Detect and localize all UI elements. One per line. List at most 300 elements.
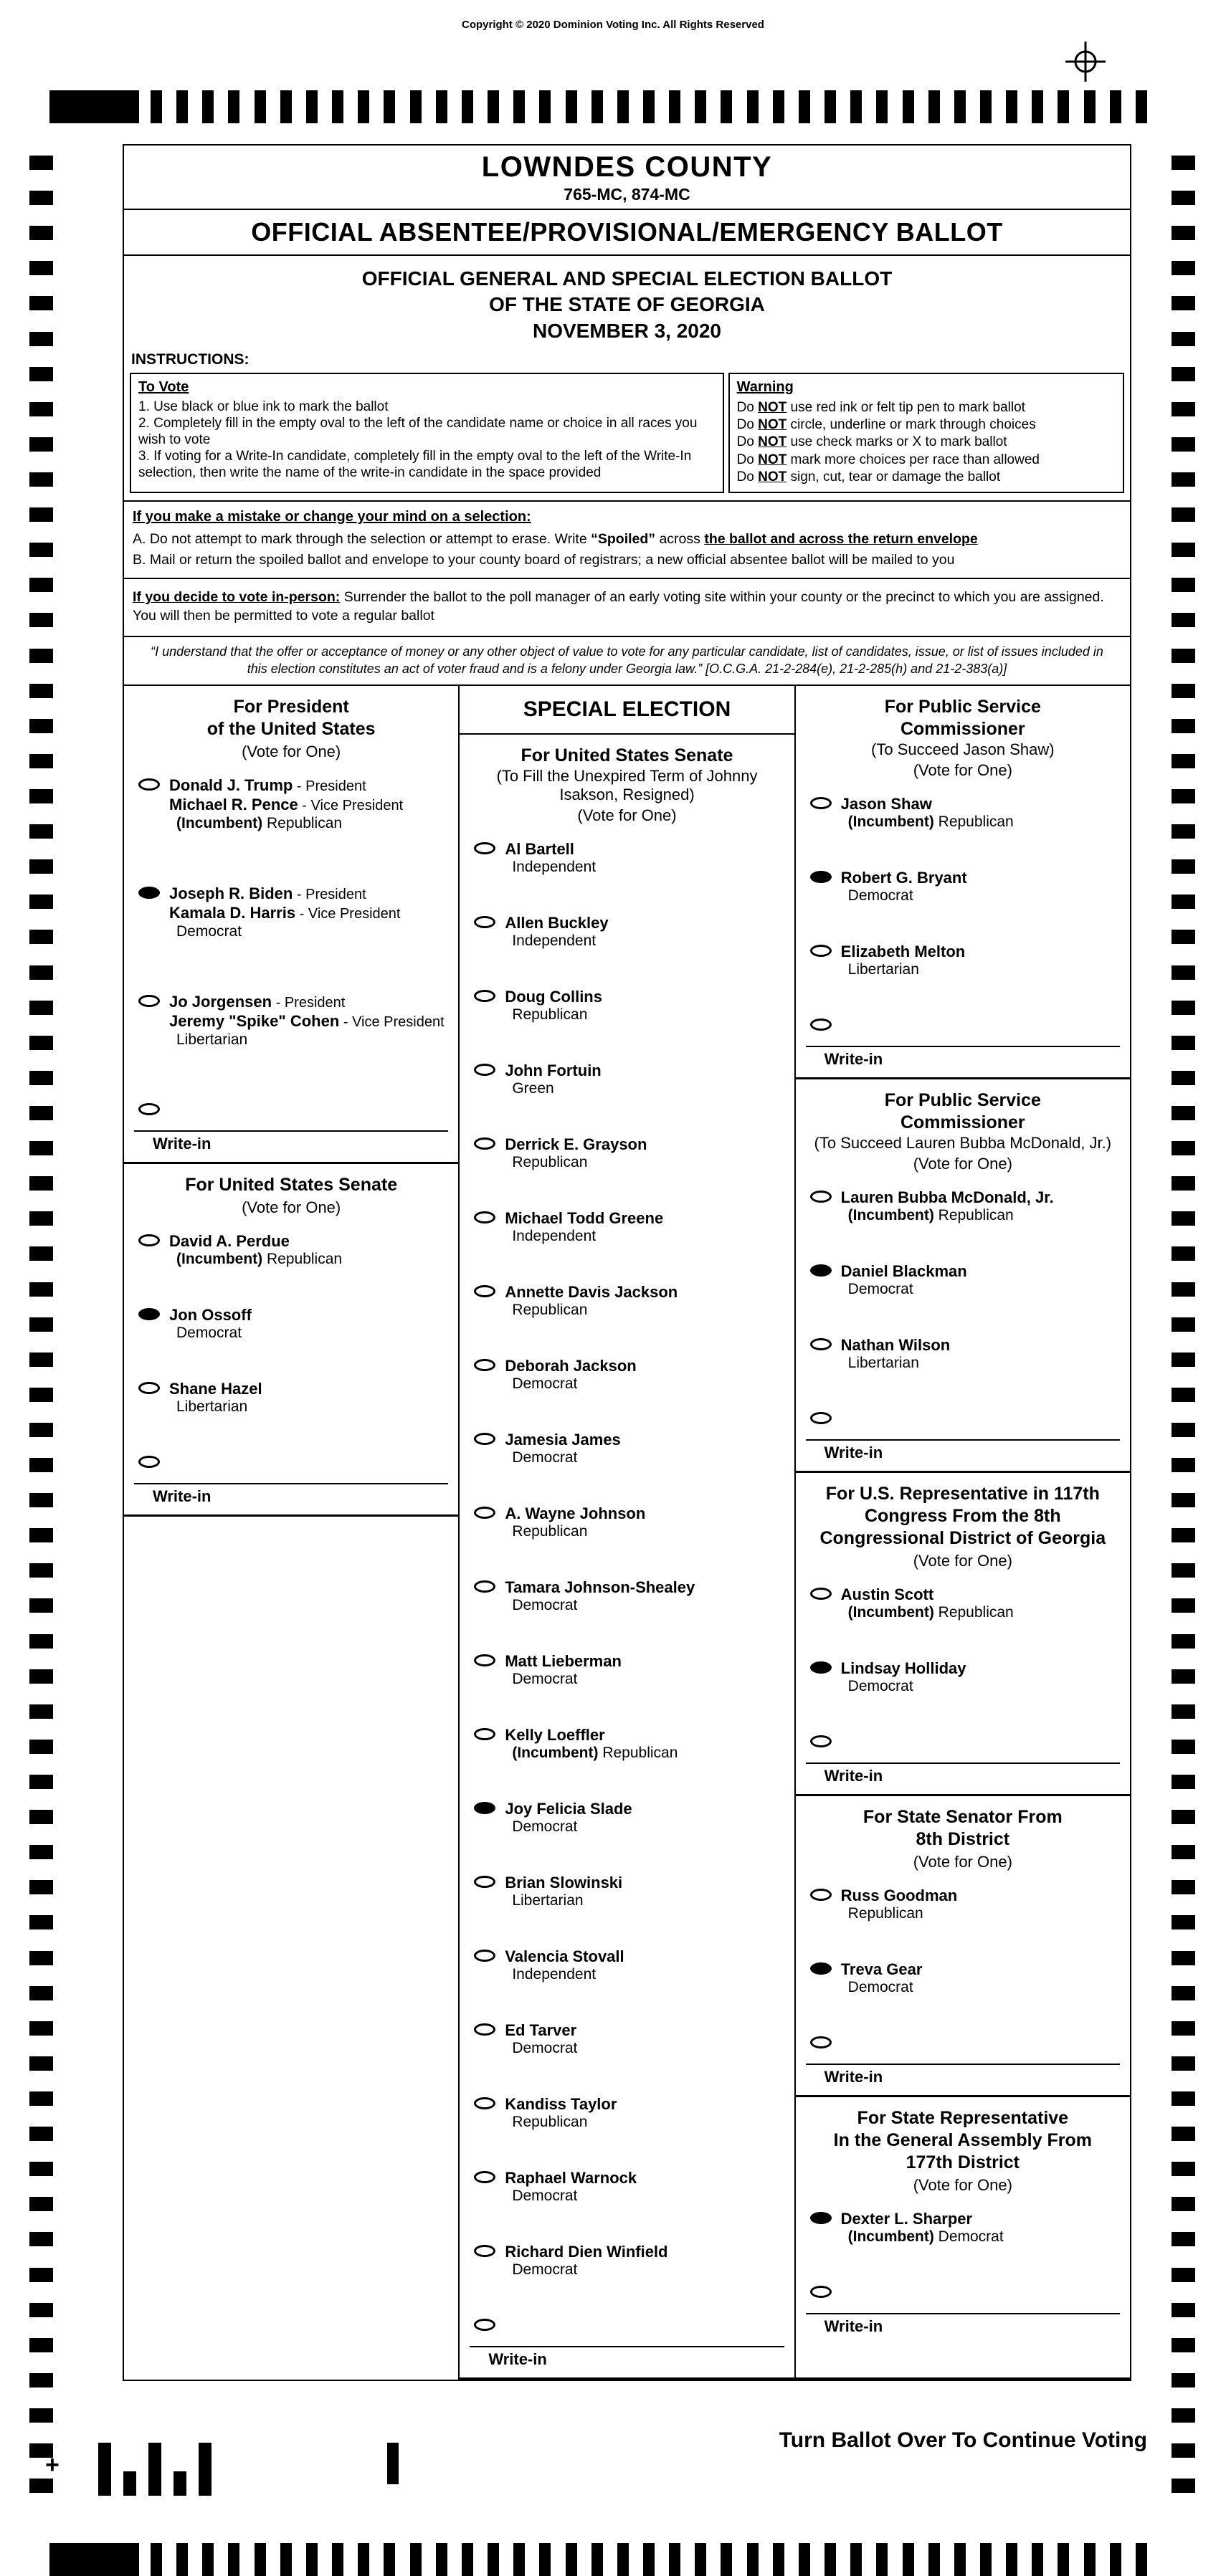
contest-subtitle: (To Fill the Unexpired Term of Johnny — [496, 767, 758, 786]
candidate-text — [505, 1282, 678, 1319]
candidate-name — [505, 1652, 622, 1671]
candidate-row — [796, 2209, 1130, 2246]
candidate-name — [505, 1209, 663, 1228]
mistake-item-a-bold: “Spoiled” — [591, 531, 656, 548]
timing-mark — [513, 90, 525, 123]
timing-mark — [773, 2543, 784, 2576]
timing-mark — [29, 402, 53, 416]
timing-mark — [29, 1704, 53, 1719]
candidate-name-bold: Annette Davis Jackson — [505, 1283, 678, 1302]
contest — [796, 686, 1130, 1079]
candidate-name-bold: Dexter L. Sharper — [840, 2210, 973, 2228]
candidate-party — [505, 1818, 632, 1836]
timing-mark — [29, 1317, 53, 1332]
candidate-text — [841, 1261, 967, 1298]
candidate-list — [796, 1185, 1130, 1428]
contest-title: For United States Senate — [521, 745, 733, 766]
timing-mark — [1172, 2408, 1195, 2423]
write-in-line[interactable] — [134, 1130, 448, 1162]
selection-oval[interactable] — [810, 1019, 832, 1031]
warning-item-text: Do — [736, 417, 759, 433]
selection-oval[interactable] — [474, 1137, 495, 1150]
contest — [796, 1473, 1130, 1796]
timing-mark — [29, 1669, 53, 1684]
candidate-name — [505, 1431, 620, 1449]
write-in-line[interactable] — [806, 2313, 1120, 2344]
timing-mark — [566, 90, 577, 123]
candidate-party-affiliation: Republican — [602, 1745, 678, 1762]
candidate-name — [505, 988, 602, 1006]
candidate-name — [169, 776, 403, 796]
selection-oval[interactable] — [810, 1338, 832, 1350]
timing-mark — [29, 824, 53, 839]
candidate-party-affiliation: Democrat — [512, 1818, 578, 1836]
candidate-text — [505, 1208, 663, 1245]
timing-mark — [306, 90, 318, 123]
candidate-text — [841, 868, 967, 905]
write-in-line[interactable] — [806, 1762, 1120, 1794]
candidate-text — [169, 1305, 252, 1342]
timing-mark — [1172, 156, 1195, 170]
contest-title: For Public Service — [884, 697, 1041, 717]
contest-header — [460, 735, 794, 836]
candidate-party-affiliation: Democrat — [847, 887, 913, 905]
timing-mark — [358, 90, 369, 123]
election-title-line3: NOVEMBER 3, 2020 — [533, 319, 721, 342]
contest — [124, 1164, 458, 1517]
selection-oval[interactable] — [474, 2023, 495, 2036]
selection-oval-filled[interactable] — [810, 871, 832, 883]
selection-oval[interactable] — [810, 1889, 832, 1901]
timing-mark — [1172, 437, 1195, 452]
timing-mark — [825, 2543, 836, 2576]
candidate-text — [505, 987, 602, 1024]
timing-mark — [29, 2197, 53, 2211]
candidate-row — [796, 1960, 1130, 1996]
candidate-name-bold: Donald J. Trump — [169, 776, 293, 795]
candidate-name-suffix: - President — [272, 995, 346, 1011]
selection-oval[interactable] — [474, 1950, 495, 1962]
timing-mark — [876, 90, 888, 123]
contest — [796, 2097, 1130, 2380]
contest-title: For U.S. Representative in 117th — [825, 1484, 1100, 1504]
write-in-line[interactable] — [806, 2064, 1120, 2095]
mistake-title: If you make a mistake or change your mind on a selection: — [133, 509, 531, 525]
candidate-party — [505, 1302, 678, 1319]
candidate-name — [169, 1232, 342, 1251]
write-in-line[interactable] — [806, 1046, 1120, 1077]
contest-title: Commissioner — [900, 719, 1025, 740]
candidate-party-affiliation: Democrat — [847, 1979, 913, 1996]
candidate-text — [841, 1886, 958, 1922]
instruction-boxes — [124, 373, 1130, 493]
timing-mark — [747, 90, 759, 123]
ballot-id-mark — [387, 2443, 399, 2484]
candidate-row — [796, 942, 1130, 978]
vote-for-text: (Vote for One) — [242, 1198, 341, 1217]
selection-oval[interactable] — [810, 945, 832, 957]
candidate-list — [124, 1229, 458, 1471]
candidate-party — [505, 932, 608, 950]
warning-box — [728, 373, 1124, 493]
timing-mark — [176, 2543, 188, 2576]
write-in-label: Write-in — [824, 1050, 883, 1069]
write-in-line[interactable] — [134, 1483, 448, 1514]
timing-mark — [1058, 90, 1069, 123]
selection-oval[interactable] — [810, 797, 832, 809]
candidate-row — [460, 1873, 794, 1909]
candidate-text — [841, 942, 966, 978]
timing-mark — [29, 367, 53, 381]
candidate-party-affiliation: Republican — [512, 1302, 588, 1319]
timing-mark — [617, 90, 629, 123]
selection-oval-filled[interactable] — [474, 1802, 495, 1814]
selection-oval[interactable] — [474, 2319, 495, 2331]
timing-mark — [1136, 90, 1147, 123]
timing-mark — [1172, 895, 1195, 909]
candidate-name — [169, 993, 445, 1012]
timing-mark — [384, 2543, 395, 2576]
registration-crosshair-icon — [1065, 42, 1106, 82]
candidate-list — [796, 1883, 1130, 2052]
selection-oval-filled[interactable] — [810, 2212, 832, 2224]
timing-mark — [850, 2543, 862, 2576]
selection-oval[interactable] — [474, 1654, 495, 1666]
candidate-party-affiliation: Democrat — [512, 2261, 578, 2279]
candidate-row — [796, 1188, 1130, 1224]
candidate-list — [124, 773, 458, 1119]
contest — [124, 686, 458, 1164]
candidate-name-bold: John Fortuin — [505, 1062, 602, 1080]
selection-oval[interactable] — [474, 1359, 495, 1371]
selection-oval[interactable] — [474, 990, 495, 1002]
candidate-name-suffix: - Vice President — [295, 906, 401, 922]
timing-mark — [29, 1880, 53, 1894]
timing-mark — [1172, 1740, 1195, 1754]
candidate-party — [505, 2188, 637, 2205]
selection-oval[interactable] — [474, 1728, 495, 1740]
to-vote-items — [138, 399, 716, 482]
timing-mark — [29, 2268, 53, 2282]
candidate-name-bold: Austin Scott — [840, 1585, 934, 1604]
timing-mark — [255, 90, 266, 123]
selection-oval-filled[interactable] — [138, 1308, 160, 1320]
selection-oval[interactable] — [474, 1433, 495, 1445]
candidate-party-affiliation: Republican — [512, 1154, 588, 1171]
candidate-party-affiliation: Democrat — [176, 1325, 242, 1342]
candidate-text — [505, 1947, 624, 1983]
election-title — [124, 256, 1130, 350]
candidate-party-affiliation: Republican — [938, 1207, 1014, 1224]
timing-mark — [954, 90, 966, 123]
candidate-party — [505, 1080, 601, 1097]
contest-subtitle: (To Succeed Lauren Bubba McDonald, Jr.) — [814, 1134, 1112, 1153]
write-in-line[interactable] — [806, 1439, 1120, 1471]
timing-mark — [29, 2127, 53, 2141]
candidate-name — [841, 1262, 967, 1281]
candidate-name — [169, 796, 403, 815]
selection-oval-filled[interactable] — [810, 1661, 832, 1674]
contest-subtitle: (To Succeed Jason Shaw) — [871, 740, 1055, 759]
candidate-name-bold: Jeremy "Spike" Cohen — [169, 1012, 340, 1031]
contest-header — [796, 1796, 1130, 1883]
candidate-name — [505, 2095, 617, 2114]
timing-mark — [1058, 2543, 1069, 2576]
candidate-name — [505, 1135, 647, 1154]
candidate-list — [460, 836, 794, 2334]
timing-mark — [29, 543, 53, 557]
candidate-party-affiliation: Republican — [512, 2114, 588, 2131]
timing-mark — [1084, 90, 1096, 123]
timing-mark — [1172, 613, 1195, 627]
ballot-id-bar — [174, 2471, 186, 2496]
selection-oval[interactable] — [474, 1580, 495, 1593]
contest-title: For Public Service — [884, 1090, 1041, 1111]
in-person-text: Surrender the ballot to the poll manager of an early voting site within your county or the precinct to which you are assigned. You will then be permitted to vote a regular ballot — [133, 588, 1104, 624]
candidate-party — [505, 1449, 620, 1466]
timing-mark — [1172, 1845, 1195, 1859]
contest-header — [796, 686, 1130, 791]
timing-mark — [1172, 1775, 1195, 1789]
mistake-item-a-underline: the ballot and across the return envelope — [704, 531, 978, 548]
timing-mark — [29, 1071, 53, 1085]
timing-mark — [1172, 1141, 1195, 1155]
timing-mark — [1172, 1915, 1195, 1929]
candidate-name-bold: Joseph R. Biden — [169, 884, 293, 903]
timing-mark — [29, 1246, 53, 1261]
timing-mark — [1172, 1211, 1195, 1226]
write-in-label: Write-in — [824, 1444, 883, 1462]
selection-oval[interactable] — [138, 1234, 160, 1246]
selection-oval[interactable] — [810, 2286, 832, 2298]
timing-lead-mark — [49, 2543, 139, 2576]
timing-mark — [462, 2543, 473, 2576]
timing-mark — [1032, 2543, 1043, 2576]
timing-mark — [29, 1493, 53, 1507]
timing-mark — [29, 296, 53, 310]
candidate-party-affiliation: Democrat — [176, 923, 242, 940]
timing-marks-bottom — [49, 2543, 1147, 2576]
candidate-name — [169, 884, 400, 904]
candidate-text — [505, 2094, 617, 2131]
warning-item-text: use check marks or X to mark ballot — [787, 434, 1007, 450]
candidate-text — [169, 776, 403, 832]
selection-oval[interactable] — [138, 1103, 160, 1115]
ballot-id-bar — [148, 2443, 161, 2496]
candidate-text — [505, 1799, 632, 1836]
warning-item — [737, 399, 1116, 416]
selection-oval[interactable] — [138, 778, 160, 791]
selection-oval[interactable] — [810, 2036, 832, 2048]
candidate-name — [505, 2021, 577, 2040]
county-name: LOWNDES COUNTY — [481, 151, 773, 183]
candidate-party-affiliation: Democrat — [512, 1449, 578, 1466]
timing-mark — [29, 1951, 53, 1965]
selection-oval[interactable] — [474, 916, 495, 928]
timing-mark — [566, 2543, 577, 2576]
selection-oval[interactable] — [474, 2245, 495, 2257]
candidate-text — [841, 1335, 951, 1372]
timing-mark — [29, 472, 53, 487]
to-vote-item: 3. If voting for a Write-In candidate, completely fill in the empty oval to the left of the Write-In selection, then write the name of the write-in candidate in the space provided — [138, 449, 692, 481]
write-in-label: Write-in — [153, 1487, 212, 1506]
candidate-row — [124, 776, 458, 832]
candidate-party — [841, 1281, 967, 1298]
timing-mark — [1172, 332, 1195, 346]
timing-mark — [1172, 1669, 1195, 1684]
selection-oval[interactable] — [810, 1191, 832, 1203]
contest-header — [124, 686, 458, 773]
candidate-row — [460, 1578, 794, 1614]
contest-header — [796, 1473, 1130, 1582]
candidate-text — [841, 2209, 1004, 2246]
timing-mark — [1136, 2543, 1147, 2576]
special-election-header: SPECIAL ELECTION — [460, 686, 794, 735]
timing-mark — [1172, 1176, 1195, 1191]
timing-mark — [1172, 789, 1195, 803]
candidate-party-affiliation: Democrat — [512, 2040, 578, 2057]
selection-oval-filled[interactable] — [138, 887, 160, 899]
selection-oval[interactable] — [138, 1456, 160, 1468]
selection-oval[interactable] — [474, 2171, 495, 2183]
candidate-name — [505, 840, 596, 859]
timing-mark — [29, 332, 53, 346]
candidate-party-affiliation: Republican — [512, 1006, 588, 1024]
timing-marks-right — [1172, 156, 1195, 2494]
timing-mark — [1172, 1598, 1195, 1613]
candidate-name — [169, 904, 400, 923]
write-in-label: Write-in — [824, 1767, 883, 1785]
timing-mark — [29, 1528, 53, 1542]
candidate-name — [841, 1659, 966, 1678]
incumbent-label: (Incumbent) — [176, 815, 263, 832]
candidate-text — [505, 1725, 678, 1762]
selection-oval[interactable] — [474, 1064, 495, 1076]
timing-mark — [29, 156, 53, 170]
selection-oval[interactable] — [138, 1382, 160, 1394]
timing-mark — [876, 2543, 888, 2576]
candidate-party-affiliation: Republican — [512, 1523, 588, 1540]
vote-for-text: (Vote for One) — [242, 743, 341, 761]
timing-mark — [29, 578, 53, 592]
candidate-row — [124, 884, 458, 940]
timing-mark — [1172, 2197, 1195, 2211]
timing-mark — [1172, 2021, 1195, 2036]
timing-mark — [695, 90, 706, 123]
candidate-name-bold: Jason Shaw — [840, 795, 932, 814]
write-in-candidate-row — [796, 2283, 1130, 2301]
candidate-party — [505, 1966, 624, 1983]
timing-mark — [1110, 90, 1121, 123]
timing-mark — [1006, 2543, 1017, 2576]
selection-oval[interactable] — [474, 1507, 495, 1519]
timing-mark — [1172, 1317, 1195, 1332]
candidate-name-bold: Ed Tarver — [505, 2021, 577, 2040]
candidate-party-affiliation: Libertarian — [176, 1031, 248, 1049]
candidate-name — [841, 943, 966, 961]
timing-mark — [799, 90, 810, 123]
candidate-party — [505, 1006, 602, 1024]
candidate-name-bold: Shane Hazel — [169, 1380, 262, 1398]
timing-mark — [617, 2543, 629, 2576]
candidate-party — [505, 859, 596, 876]
timing-mark — [29, 965, 53, 980]
write-in-candidate-row — [796, 1732, 1130, 1751]
selection-oval[interactable] — [474, 1211, 495, 1223]
timing-mark — [669, 90, 680, 123]
timing-mark — [1172, 2303, 1195, 2317]
candidate-name-bold: Jo Jorgensen — [169, 993, 272, 1011]
timing-mark — [29, 649, 53, 663]
candidate-row — [460, 987, 794, 1024]
candidate-party-affiliation: Libertarian — [512, 1892, 584, 1909]
to-vote-box — [130, 373, 724, 493]
warning-item — [737, 434, 1116, 451]
selection-oval[interactable] — [474, 2097, 495, 2109]
candidate-name-bold: Michael R. Pence — [169, 796, 298, 814]
write-in-line[interactable] — [470, 2346, 784, 2377]
candidate-name-bold: Lindsay Holliday — [840, 1659, 966, 1678]
candidate-party-affiliation: Libertarian — [847, 961, 919, 978]
candidate-text — [169, 1379, 262, 1416]
write-in-candidate-row — [796, 1016, 1130, 1034]
write-in-label: Write-in — [153, 1135, 212, 1153]
selection-oval-filled[interactable] — [810, 1962, 832, 1975]
timing-mark — [1172, 1282, 1195, 1297]
selection-oval[interactable] — [810, 1412, 832, 1424]
candidate-name-bold: David A. Perdue — [169, 1232, 290, 1251]
selection-oval[interactable] — [474, 1876, 495, 1888]
selection-oval[interactable] — [138, 995, 160, 1007]
selection-oval-filled[interactable] — [810, 1264, 832, 1277]
mistake-instructions — [124, 500, 1130, 578]
selection-oval[interactable] — [474, 1285, 495, 1297]
candidate-name — [841, 1886, 958, 1905]
candidate-name — [169, 1306, 252, 1325]
candidate-text — [505, 2021, 577, 2057]
selection-oval[interactable] — [474, 842, 495, 854]
candidate-party-affiliation: Republican — [267, 1251, 343, 1268]
timing-mark — [1172, 965, 1195, 980]
candidate-name-suffix: - Vice President — [298, 798, 404, 814]
mistake-item-b: B. Mail or return the spoiled ballot and envelope to your county board of registrars; a new official absentee ballot will be mailed to you — [133, 551, 955, 568]
candidate-row — [460, 1282, 794, 1319]
candidate-text — [505, 2242, 667, 2279]
candidate-row — [460, 1725, 794, 1762]
copyright-text: Copyright © 2020 Dominion Voting Inc. All Rights Reserved — [462, 19, 764, 31]
timing-mark — [1172, 1528, 1195, 1542]
timing-mark — [29, 930, 53, 944]
warning-item-text: NOT — [758, 452, 787, 467]
contest-title: For State Senator From — [863, 1807, 1063, 1828]
timing-marks-top — [49, 90, 1147, 123]
timing-mark — [29, 1740, 53, 1754]
candidate-text — [505, 839, 596, 876]
write-in-candidate-row — [124, 1453, 458, 1471]
candidate-name-bold: Valencia Stovall — [505, 1947, 624, 1966]
timing-mark — [29, 613, 53, 627]
candidate-row — [460, 1061, 794, 1097]
timing-mark — [488, 90, 499, 123]
timing-mark — [928, 2543, 940, 2576]
write-in-candidate-row — [796, 1409, 1130, 1428]
selection-oval[interactable] — [810, 1735, 832, 1747]
candidate-party-affiliation: Democrat — [512, 1597, 578, 1614]
timing-mark — [539, 90, 551, 123]
selection-oval[interactable] — [810, 1588, 832, 1600]
timing-mark — [202, 90, 214, 123]
ballot-id-bar — [199, 2443, 212, 2496]
